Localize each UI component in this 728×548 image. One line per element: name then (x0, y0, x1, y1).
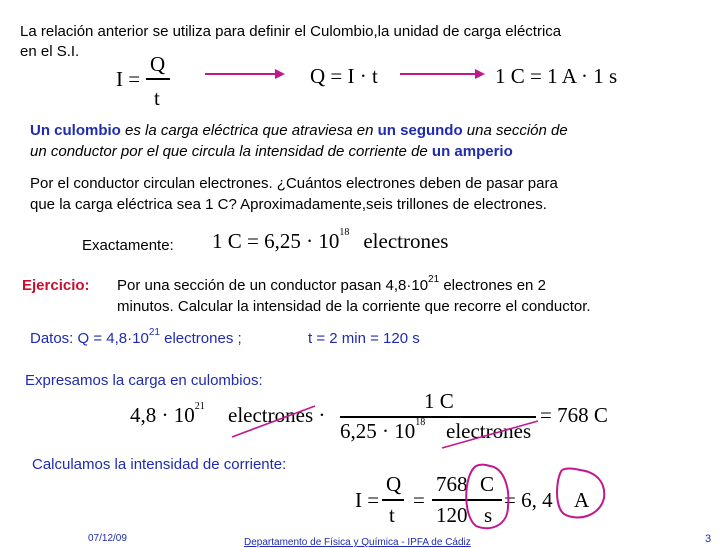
exactly-label: Exactamente: (82, 237, 174, 254)
express-result: = 768 C (540, 403, 608, 427)
footer-page-number: 3 (705, 533, 712, 545)
intro-line-2: en el S.I. (20, 43, 80, 60)
express-denominator: $6,25 \cdot 10^{18}$ (340, 417, 426, 443)
definition-keyword-second: un segundo (377, 122, 463, 139)
annotation-circles (460, 460, 610, 532)
express-numerator: 1 C (424, 389, 454, 413)
intro-line-1: La relación anterior se utiliza para definir el Culombio,la unidad de carga eléctrica (20, 23, 562, 40)
right-arrow-icon (205, 67, 285, 81)
intensity-768: 768 (436, 472, 468, 496)
definition-keyword-ampere: un amperio (431, 143, 513, 160)
intensity-q: Q (386, 472, 402, 496)
formula-i-denominator: t (154, 86, 160, 110)
express-left-unit: electrones · (228, 403, 326, 427)
datos-charge: Datos: $Q = 4,8\cdot 10^{21}$ electrones ; (30, 327, 242, 347)
formula-i-numerator: Q (150, 52, 166, 76)
intensity-result: = 6, 4 (504, 488, 553, 512)
intensity-label: Calculamos la intensidad de corriente: (32, 456, 287, 473)
definition-term: Un culombio (30, 122, 121, 139)
formula-i-lhs: I = (116, 67, 141, 91)
intensity-lhs: I = (355, 488, 380, 512)
definition-line-2: un conductor por el que circula la intensidad de corriente de un amperio (30, 143, 513, 160)
exactly-expression: 1 $C = 6,25 \cdot 10^{18}$ electrones (212, 227, 449, 253)
express-label: Expresamos la carga en culombios: (25, 372, 263, 389)
electrons-line-1: Por el conductor circulan electrones. ¿Cuántos electrones deben de pasar para (30, 175, 558, 192)
intensity-unit-a: A (574, 488, 590, 512)
definition-line-1: Un culombio es la carga eléctrica que atraviesa en un segundo una sección de (30, 122, 568, 139)
electrons-line-2: que la carga eléctrica sea 1 C? Aproximadamente,seis trillones de electrones. (30, 196, 547, 213)
express-denominator-unit: electrones (446, 419, 532, 443)
exercise-line-1: Por una sección de un conductor pasan $4,8\cdot 10^{21}$ electrones en 2 (117, 274, 546, 294)
express-left-value: $4,8 \cdot 10^{21}$ (130, 401, 205, 427)
footer-date: 07/12/09 (88, 533, 127, 544)
cancel-strokes (220, 394, 550, 454)
right-arrow-icon (400, 67, 485, 81)
intensity-t: t (389, 503, 395, 527)
intensity-equals: = (413, 488, 425, 512)
formula-q-equals-it: Q = I · t (310, 64, 378, 88)
intensity-fraction-bar-1 (382, 499, 404, 501)
exercise-label: Ejercicio: (22, 277, 90, 294)
formula-i-fraction-bar (146, 78, 170, 80)
intensity-unit-s: s (484, 503, 493, 527)
intensity-120: 120 (436, 503, 468, 527)
datos-time: t = 2 min = 120 s (308, 330, 420, 347)
exercise-line-2: minutos. Calcular la intensidad de la corriente que recorre el conductor. (117, 298, 591, 315)
intensity-unit-c: C (480, 472, 495, 496)
formula-coulomb-definition: 1 C = 1 A · 1 s (495, 64, 618, 88)
footer-department: Departamento de Física y Química - IPFA de Cádiz (244, 537, 471, 548)
